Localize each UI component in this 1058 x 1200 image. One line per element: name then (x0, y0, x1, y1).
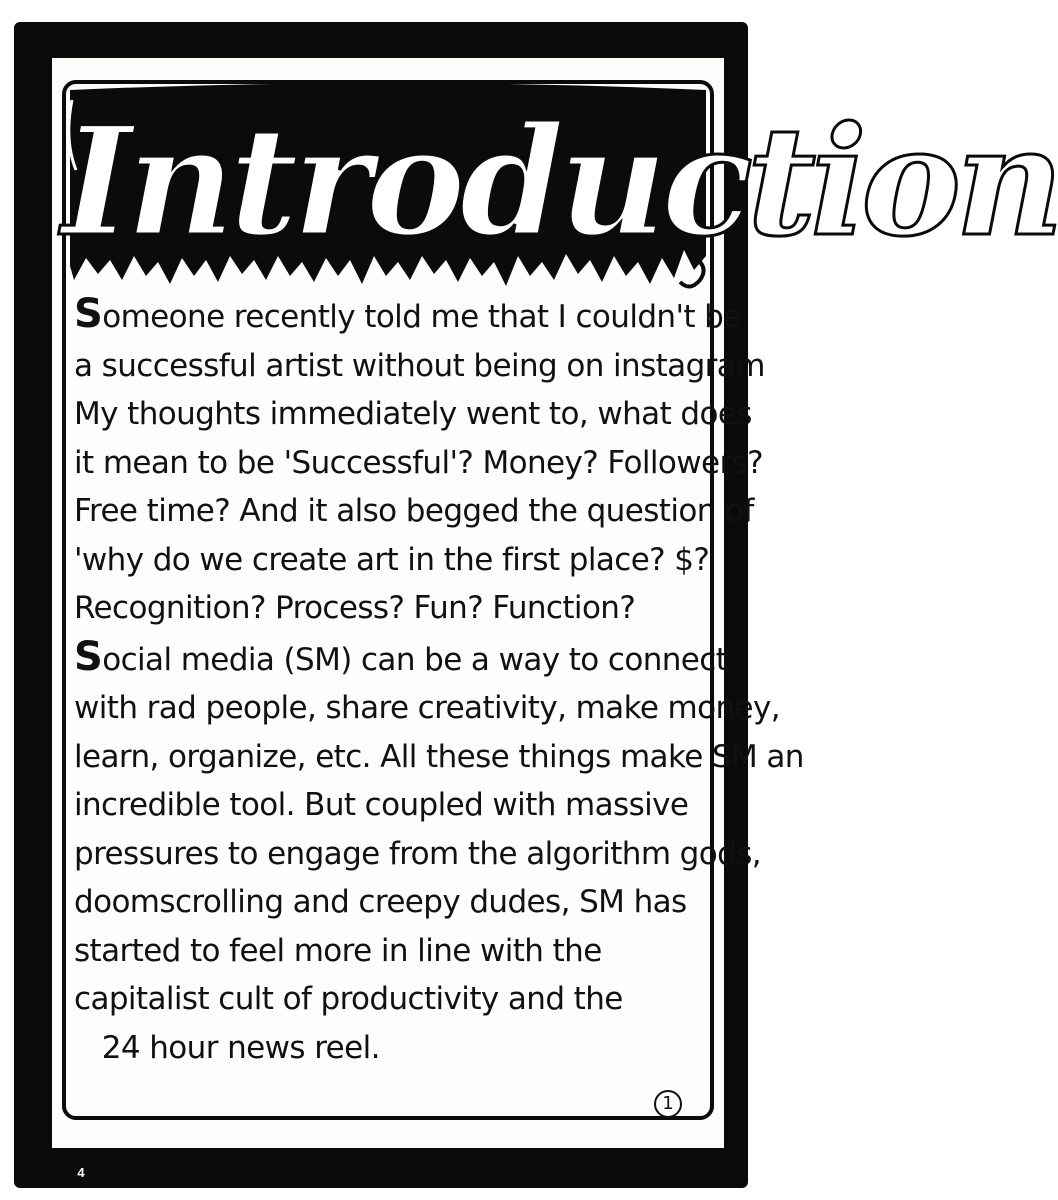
text-line: 24 hour news reel. (74, 1029, 380, 1066)
drop-cap: S (74, 633, 103, 680)
paragraph-2 (74, 633, 804, 1073)
text-line: it mean to be 'Successful'? Money? Followers? (74, 444, 764, 481)
text-line: 'why do we create art in the first place? $? (74, 541, 710, 578)
text-line: Someone recently told me that I couldn't be (74, 291, 742, 337)
text-line: with rad people, share creativity, make money, (74, 690, 781, 726)
text-line: My thoughts immediately went to, what does (74, 396, 752, 432)
text-line: Recognition? Process? Fun? Function? (74, 590, 636, 626)
text-line: a successful artist without being on instagram (74, 347, 765, 384)
circled-page-number: 1 (654, 1090, 682, 1118)
text-line: Social media (SM) can be a way to connect (74, 633, 728, 680)
text-line: doomscrolling and creepy dudes, SM has (74, 884, 687, 920)
text-line: started to feel more in line with the (74, 932, 602, 969)
text-line: capitalist cult of productivity and the (74, 981, 623, 1017)
text-line: learn, organize, etc. All these things make SM an (74, 738, 804, 775)
body-text (74, 290, 804, 1072)
page-title: Introduction (62, 94, 1058, 270)
text-line: Free time? And it also begged the question of (74, 493, 754, 529)
folio-badge: 4 (66, 1158, 96, 1188)
text-line: incredible tool. But coupled with massive (74, 787, 689, 823)
paragraph-1 (74, 290, 765, 633)
drop-cap: S (74, 291, 103, 337)
text-line: pressures to engage from the algorithm gods, (74, 835, 761, 872)
